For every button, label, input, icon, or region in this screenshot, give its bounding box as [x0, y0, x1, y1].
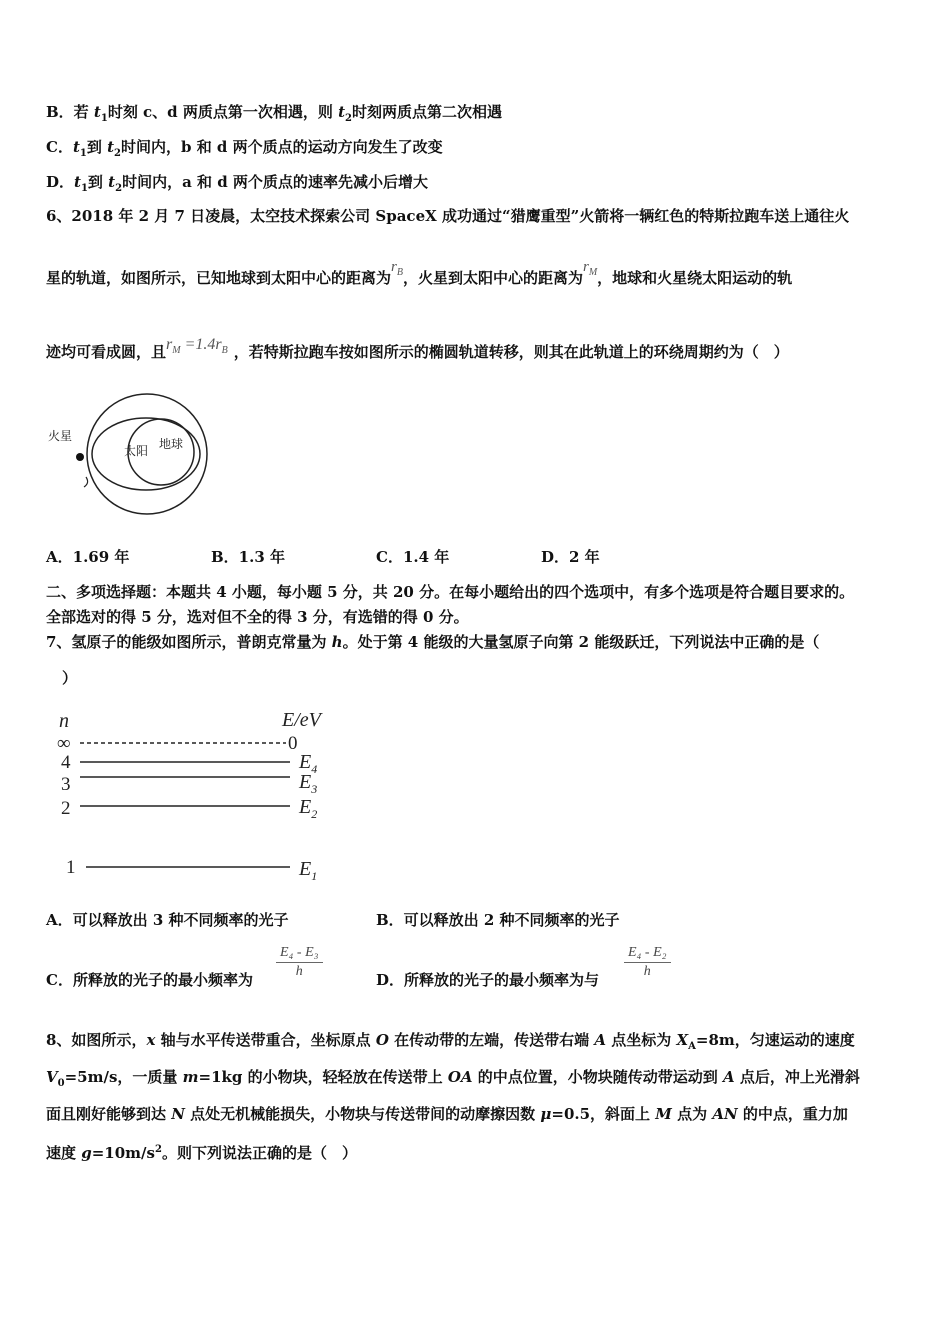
earth-label: 地球: [159, 437, 184, 451]
fraction-numerator: E₄ - E₃: [276, 945, 323, 963]
level-2-label: 2: [61, 798, 71, 819]
level-3-label: 3: [61, 774, 71, 795]
level-3-energy: $E_3$: [299, 771, 318, 796]
q7-option-d-fraction: [624, 945, 671, 980]
orbit-diagram: [46, 392, 216, 522]
level-inf-label: ∞: [57, 733, 71, 754]
q7-option-b: B．可以释放出 2 种不同频率的光子: [376, 911, 620, 929]
n-axis-label: n: [59, 710, 69, 732]
fraction-numerator: E₄ - E₂: [624, 945, 671, 963]
q7-option-c-fraction: [276, 945, 323, 980]
q8-stem-line4: 速度 $g=10m/s^2$。则下列说法正确的是（ ）: [46, 1144, 357, 1162]
q7-option-d: D．所释放的光子的最小频率为与: [376, 971, 600, 989]
q6-option-d: D．2 年: [541, 548, 600, 566]
section2-line2: 全部选对的得 5 分，选对但不全的得 3 分，有选错的得 0 分。: [46, 608, 469, 626]
q6-stem-line3: 迹均可看成圆，且$r_M =1.4r_B$ ，若特斯拉跑车按如图所示的椭圆轨道转移，则其在此轨道上的环绕周期约为（ ）: [46, 336, 789, 361]
fraction-denominator: h: [295, 964, 303, 979]
sun-label: 太阳: [124, 444, 149, 458]
q8-stem-line2: $V_0=5m/s$，一质量 m=1kg 的小物块，轻轻放在传送带上 OA 的中点位置，小物块随传动带运动到 A 点后，冲上光滑斜: [46, 1068, 860, 1089]
q5-option-b: B．若 $t_1$时刻 c、d 两质点第一次相遇，则 $t_2$时刻两质点第二次相遇: [46, 103, 503, 124]
q7-stem-line2: ）: [62, 669, 78, 687]
q7-option-a: A．可以释放出 3 种不同频率的光子: [46, 911, 289, 929]
q6-stem-line2: 星的轨道，如图所示，已知地球到太阳中心的距离为$r_B$，火星到太阳中心的距离为$r_M$，地球和火星绕太阳运动的轨: [46, 259, 793, 287]
level-4-energy: $E_4$: [299, 751, 318, 776]
mars-point: [76, 453, 84, 461]
level-inf-energy: 0: [288, 733, 298, 754]
q5-option-d: D．$t_1$到 $t_2$时间内，a 和 d 两个质点的速率先减小后增大: [46, 173, 428, 194]
q6-stem-line1: 6、2018 年 2 月 7 日凌晨，太空技术探索公司 SpaceX 成功通过“猎鹰重型”火箭将一辆红色的特斯拉跑车送上通往火: [46, 207, 850, 225]
q6-option-b: B．1.3 年: [211, 548, 285, 566]
q5-option-c: C．$t_1$到 $t_2$时间内，b 和 d 两个质点的运动方向发生了改变: [46, 138, 443, 159]
q6-option-a: A．1.69 年: [46, 548, 130, 566]
level-1-label: 1: [66, 857, 76, 878]
q7-stem-line1: 7、氢原子的能级如图所示，普朗克常量为 h。处于第 4 能级的大量氢原子向第 2 能级跃迁，下列说法中正确的是（: [46, 633, 820, 651]
section2-line1: 二、多项选择题：本题共 4 小题，每小题 5 分，共 20 分。在每小题给出的四个选项中，有多个选项是符合题目要求的。: [46, 583, 855, 601]
level-1-energy: $E_1$: [299, 858, 318, 883]
fraction-denominator: h: [643, 964, 651, 979]
q8-stem-line1: 8、如图所示，x 轴与水平传送带重合，坐标原点 O 在传动带的左端，传送带右端 A 点坐标为 $X_A=8m$，匀速运动的速度: [46, 1031, 855, 1052]
energy-level-diagram: [50, 705, 350, 890]
q7-option-c: C．所释放的光子的最小频率为: [46, 971, 253, 989]
mars-label: 火星: [48, 429, 73, 443]
q8-stem-line3: 面且刚好能够到达 N 点处无机械能损失，小物块与传送带间的动摩擦因数 μ=0.5，斜面上 M 点为 AN 的中点，重力加: [46, 1105, 848, 1123]
energy-axis-label: E/eV: [282, 709, 321, 731]
level-4-label: 4: [61, 752, 71, 773]
level-2-energy: $E_2$: [299, 796, 318, 821]
motion-arrow: [84, 477, 88, 487]
q6-option-c: C．1.4 年: [376, 548, 450, 566]
